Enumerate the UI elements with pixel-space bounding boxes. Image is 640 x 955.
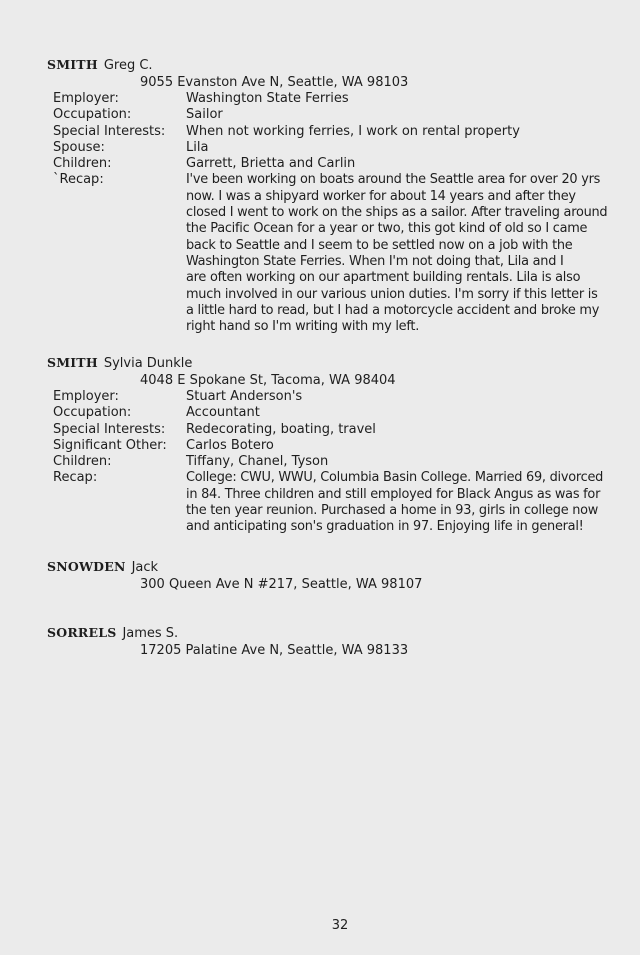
given-name: Greg C. [103,58,153,73]
field-value: Washington State Ferries [186,91,349,106]
recap-row [53,470,637,535]
recap-label: Recap: [53,470,98,486]
surname: SORRELS [47,625,117,640]
recap-line: Washington State Ferries. When I'm not doing that, Lila and I [186,253,564,269]
entry-name [47,56,637,74]
field-value: Garrett, Brietta and Carlin [186,156,356,172]
page-number: 32 [331,918,349,933]
field-value: Lila [186,139,209,155]
recap-line: in 84. Three children and still employed for Black Angus as was for [186,486,601,502]
recap-line: right hand so I'm writing with my left. [186,319,420,335]
entry-sorrels-james [47,624,637,659]
field-value: Sailor [186,107,223,123]
field-label: Special Interests: [53,123,166,139]
entry-fields [53,91,637,335]
field-row [53,454,637,470]
recap-row [53,172,637,335]
entry-name [47,558,637,576]
field-row [53,140,637,156]
given-name: James S. [122,626,179,641]
field-label: Employer: [53,389,119,404]
field-label: Spouse: [53,139,105,155]
recap-line: are often working on our apartment building rentals. Lila is also [186,270,581,286]
field-label: Special Interests: [53,421,166,437]
given-name: Sylvia Dunkle [103,356,193,371]
surname: SMITH [47,355,98,370]
address: 17205 Palatine Ave N, Seattle, WA 98133 [140,643,409,658]
recap-text [186,470,637,535]
entry-smith-greg [47,56,637,335]
field-value: Accountant [186,405,260,421]
field-row [53,389,637,405]
recap-line: back to Seattle and I seem to be settled now on a job with the [186,237,573,253]
recap-line: I've been working on boats around the Seattle area for over 20 yrs [186,172,601,188]
given-name: Jack [131,560,159,575]
field-row [53,91,637,107]
field-value: Stuart Anderson's [186,389,303,404]
entry-fields [53,389,637,536]
address: 9055 Evanston Ave N, Seattle, WA 98103 [140,75,409,90]
address: 4048 E Spokane St, Tacoma, WA 98404 [140,373,396,388]
recap-line: a little hard to read, but I had a motorcycle accident and broke my [186,302,600,318]
surname: SMITH [47,57,98,72]
field-value: When not working ferries, I work on rental property [186,123,520,139]
recap-line: closed I went to work on the ships as a sailor. After traveling around [186,205,608,221]
field-row [53,438,637,454]
recap-line: the Pacific Ocean for a year or two, this got kind of old so I came [186,221,588,237]
recap-text [186,172,637,335]
field-label: Significant Other: [53,437,167,453]
field-label: Employer: [53,91,119,106]
field-label: Children: [53,156,112,172]
field-row [53,107,637,123]
field-value: Carlos Botero [186,437,274,453]
field-row [53,124,637,140]
recap-line: and anticipating son's graduation in 97. Enjoying life in general! [186,519,584,535]
entry-snowden-jack [47,558,637,593]
field-label: Occupation: [53,405,132,421]
field-label: Occupation: [53,107,132,123]
entry-smith-sylvia [47,354,637,536]
surname: SNOWDEN [47,559,126,574]
entry-name [47,354,637,372]
recap-line: College: CWU, WWU, Columbia Basin College. Married 69, divorced [186,470,604,486]
field-row [53,422,637,438]
field-value: Redecorating, boating, travel [186,421,376,437]
recap-label: `Recap: [53,172,104,188]
recap-line: much involved in our various union duties. I'm sorry if this letter is [186,286,598,302]
address: 300 Queen Ave N #217, Seattle, WA 98107 [140,577,423,592]
recap-line: the ten year reunion. Purchased a home in 93, girls in college now [186,503,599,519]
field-row [53,156,637,172]
field-label: Children: [53,454,112,470]
entry-name [47,624,637,642]
recap-line: now. I was a shipyard worker for about 14 years and after they [186,188,576,204]
field-value: Tiffany, Chanel, Tyson [186,454,329,470]
field-row [53,405,637,421]
